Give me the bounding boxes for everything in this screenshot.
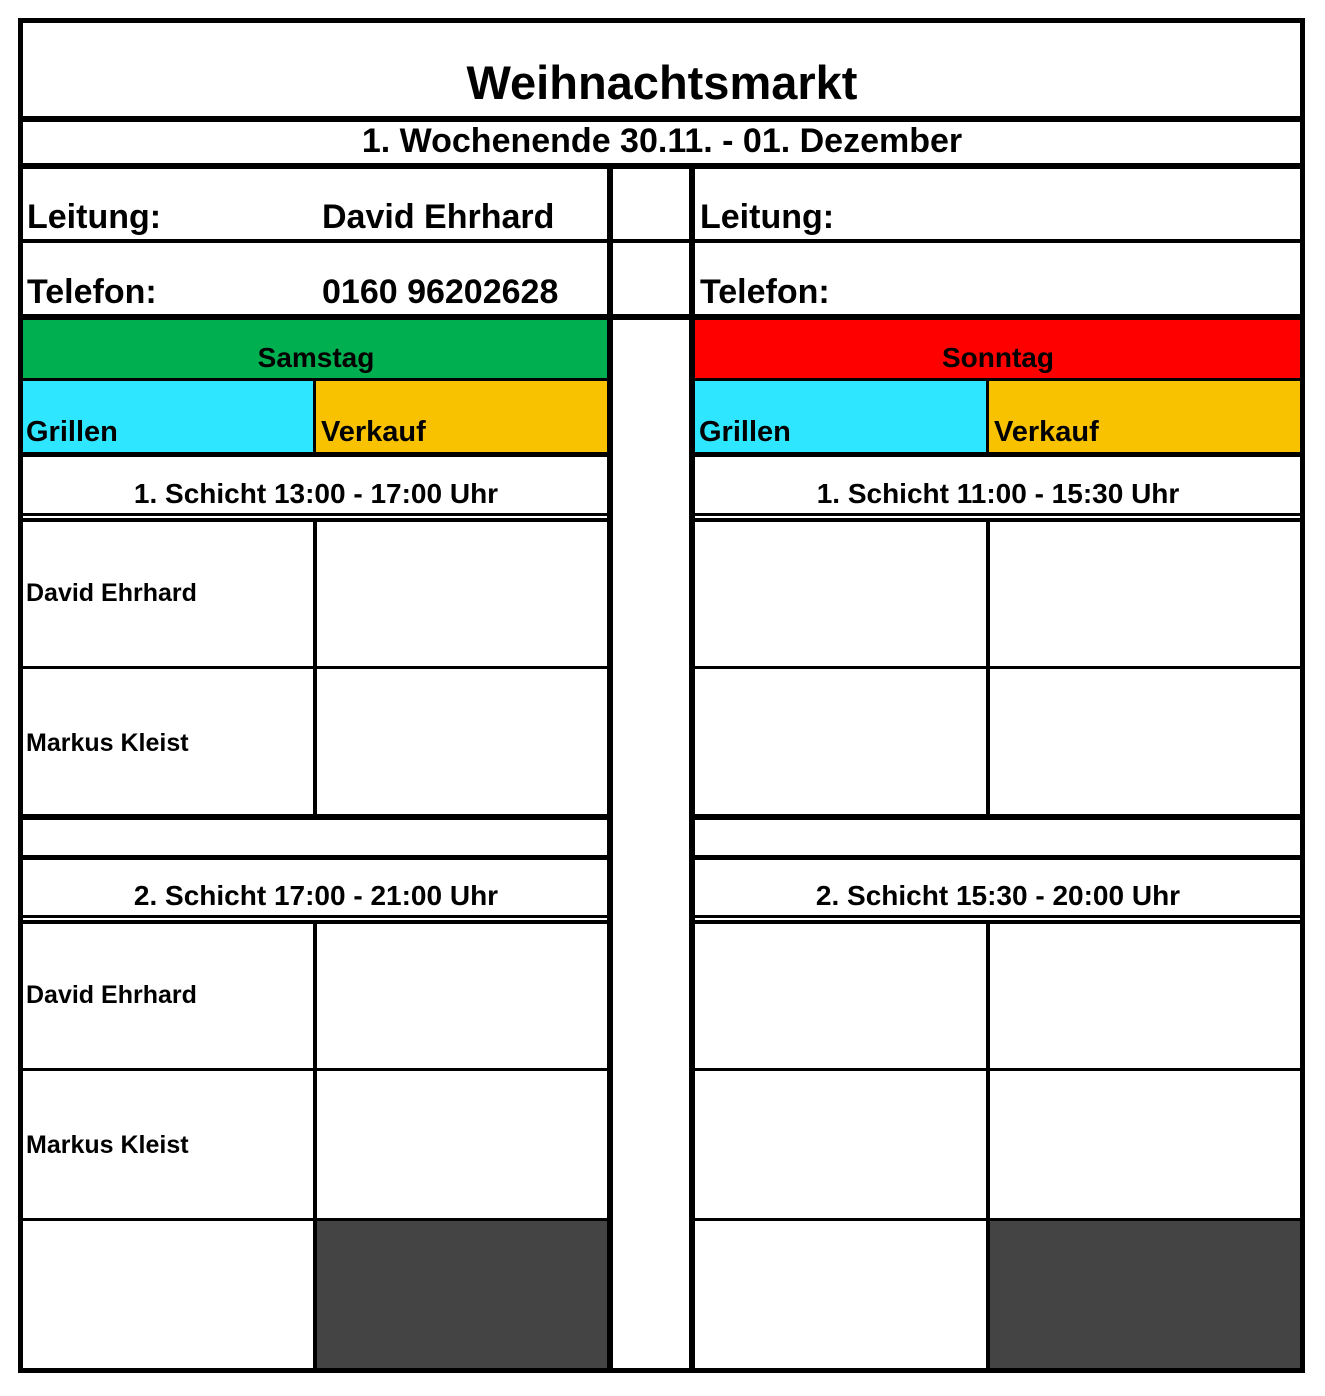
page-title: Weihnachtsmarkt — [466, 56, 858, 109]
sun-shift1-title: 1. Schicht 11:00 - 15:30 Uhr — [816, 478, 1180, 509]
sun-verkauf-label: Verkauf — [994, 416, 1099, 448]
sat-shift1-row1-grillen: David Ehrhard — [26, 579, 197, 607]
sat-grillen-label: Grillen — [26, 416, 118, 448]
sat-shift1-row2-grillen: Markus Kleist — [26, 729, 189, 757]
sun-leitung-label: Leitung: — [700, 198, 835, 236]
sun-telefon-label: Telefon: — [700, 273, 830, 311]
sat-telefon-label: Telefon: — [27, 273, 157, 311]
sonntag-label: Sonntag — [942, 342, 1054, 373]
sat-shift2-row2-grillen: Markus Kleist — [26, 1131, 189, 1159]
sat-verkauf-label: Verkauf — [321, 416, 426, 448]
sat-leitung-label: Leitung: — [27, 198, 162, 236]
sat-shift1-title: 1. Schicht 13:00 - 17:00 Uhr — [133, 478, 499, 509]
sun-shift2-title: 2. Schicht 15:30 - 20:00 Uhr — [815, 880, 1181, 911]
weekend-subtitle: 1. Wochenende 30.11. - 01. Dezember — [361, 122, 963, 160]
sat-leitung-value: David Ehrhard — [322, 198, 555, 236]
samstag-label: Samstag — [257, 342, 375, 373]
outer-border — [18, 18, 1305, 1373]
sat-telefon-value: 0160 96202628 — [322, 273, 559, 311]
sun-grillen-label: Grillen — [699, 416, 791, 448]
sat-shift2-title: 2. Schicht 17:00 - 21:00 Uhr — [133, 880, 499, 911]
sat-shift2-row1-grillen: David Ehrhard — [26, 981, 197, 1009]
